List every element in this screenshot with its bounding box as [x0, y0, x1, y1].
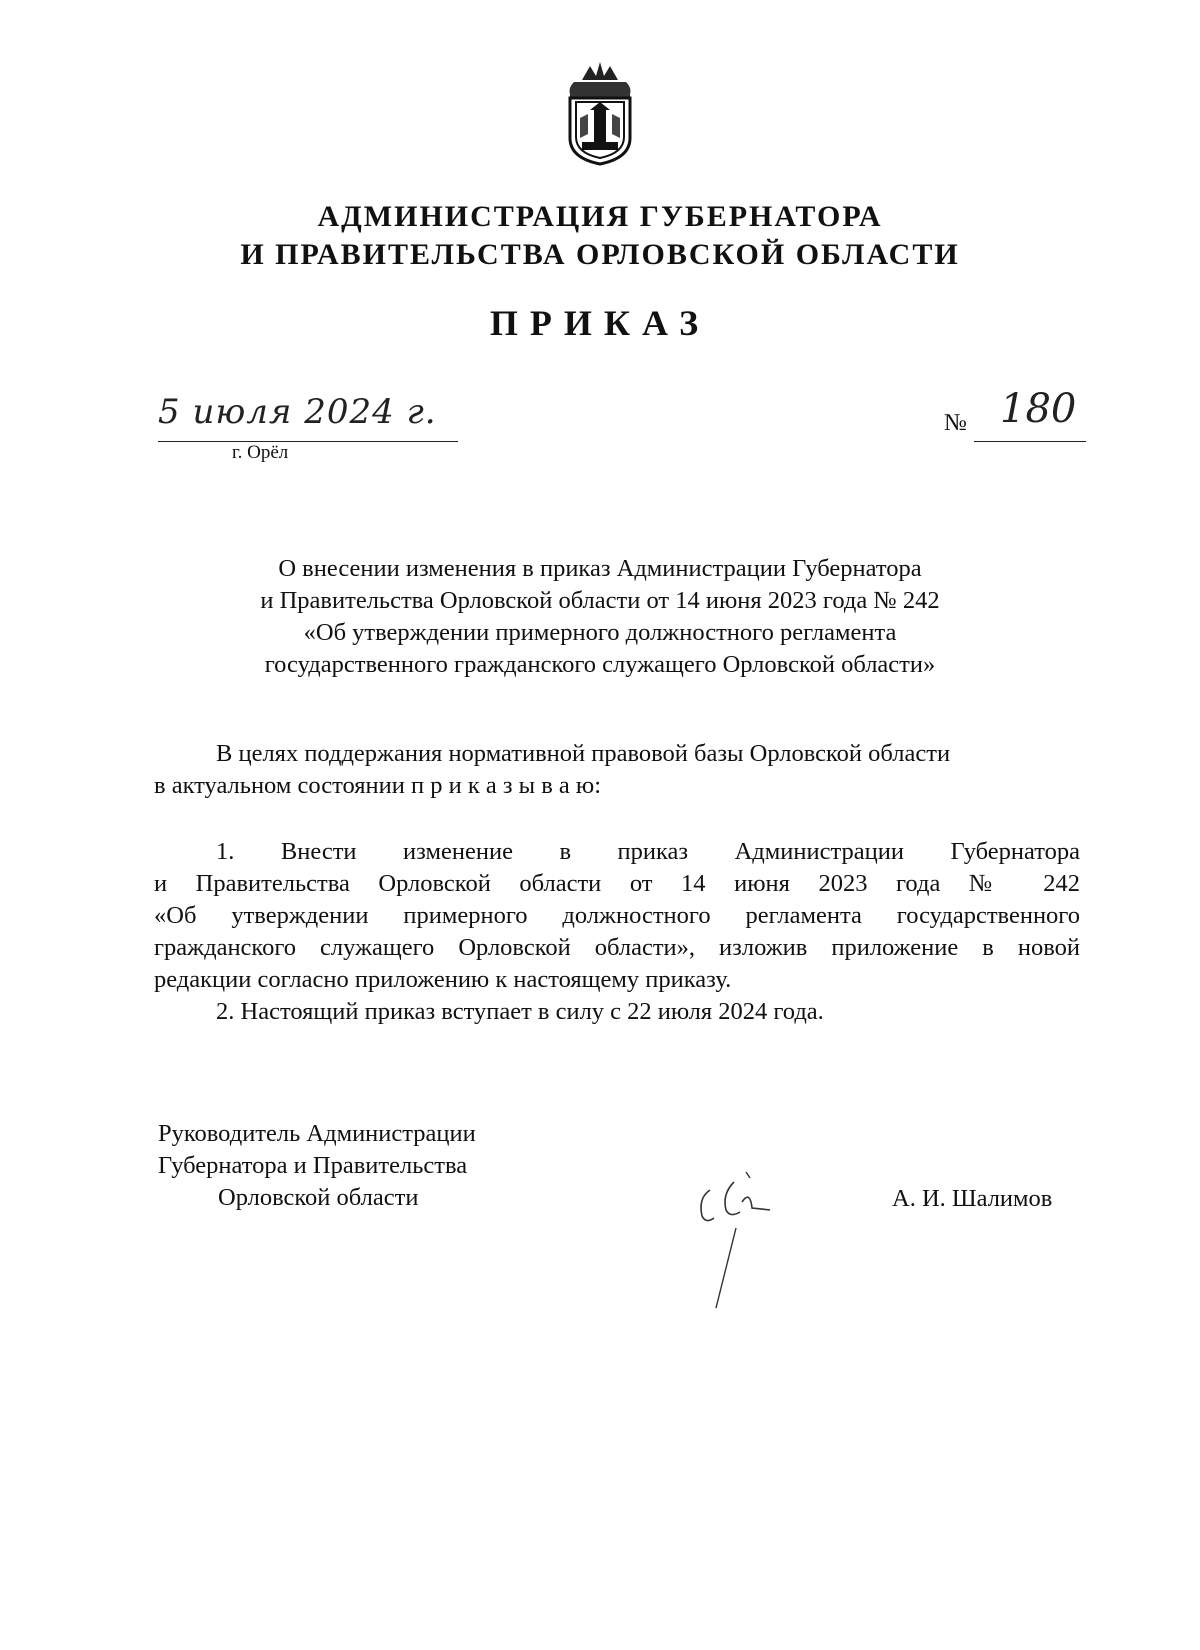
item-line: и Правительства Орловской области от 14 июня 2023 года № 242 — [154, 870, 1080, 897]
order-item-1 — [154, 836, 1080, 996]
subject-line: государственного гражданского служащего Орловской области» — [264, 651, 936, 678]
handwritten-number: 180 — [1000, 386, 1077, 432]
signatory-name: А. И. Шалимов — [892, 1185, 1053, 1212]
number-label: № — [944, 410, 967, 436]
subject-line: О внесении изменения в приказ Администрации Губернатора — [278, 555, 922, 582]
date-underline — [158, 441, 458, 442]
item-line: 2. Настоящий приказ вступает в силу с 22 июля 2024 года. — [216, 998, 824, 1025]
number-underline — [974, 441, 1086, 442]
signatory-position — [158, 1118, 476, 1214]
preamble-line: в актуальном состоянии п р и к а з ы в а ю: — [154, 772, 602, 799]
order-item-2 — [154, 996, 1080, 1028]
authority-name-line-1: АДМИНИСТРАЦИЯ ГУБЕРНАТОРА — [317, 200, 883, 233]
item-line: гражданского служащего Орловской области», изложив приложение в новой — [154, 934, 1080, 961]
document-type-title: ПРИКАЗ — [489, 303, 711, 343]
authority-name-line-2: И ПРАВИТЕЛЬСТВА ОРЛОВСКОЙ ОБЛАСТИ — [240, 238, 960, 271]
item-line: «Об утверждении примерного должностного регламента государственного — [154, 902, 1080, 929]
subject-line: «Об утверждении примерного должностного регламента — [303, 619, 897, 646]
orel-coat-of-arms-icon — [560, 58, 640, 168]
issue-city: г. Орёл — [232, 442, 289, 463]
subject-line: и Правительства Орловской области от 14 июня 2023 года № 242 — [260, 587, 940, 614]
handwritten-date: 5 июля 2024 г. — [158, 392, 437, 432]
position-line: Орловской области — [218, 1184, 419, 1211]
item-line: 1. Внести изменение в приказ Администрации Губернатора — [216, 838, 1080, 865]
order-subject — [150, 553, 1050, 681]
position-line: Губернатора и Правительства — [158, 1152, 468, 1179]
handwritten-signature — [690, 1168, 810, 1338]
position-line: Руководитель Администрации — [158, 1120, 476, 1147]
item-line: редакции согласно приложению к настоящему приказу. — [154, 966, 732, 993]
preamble-paragraph — [154, 738, 1080, 802]
preamble-line: В целях поддержания нормативной правовой базы Орловской области — [216, 740, 951, 767]
